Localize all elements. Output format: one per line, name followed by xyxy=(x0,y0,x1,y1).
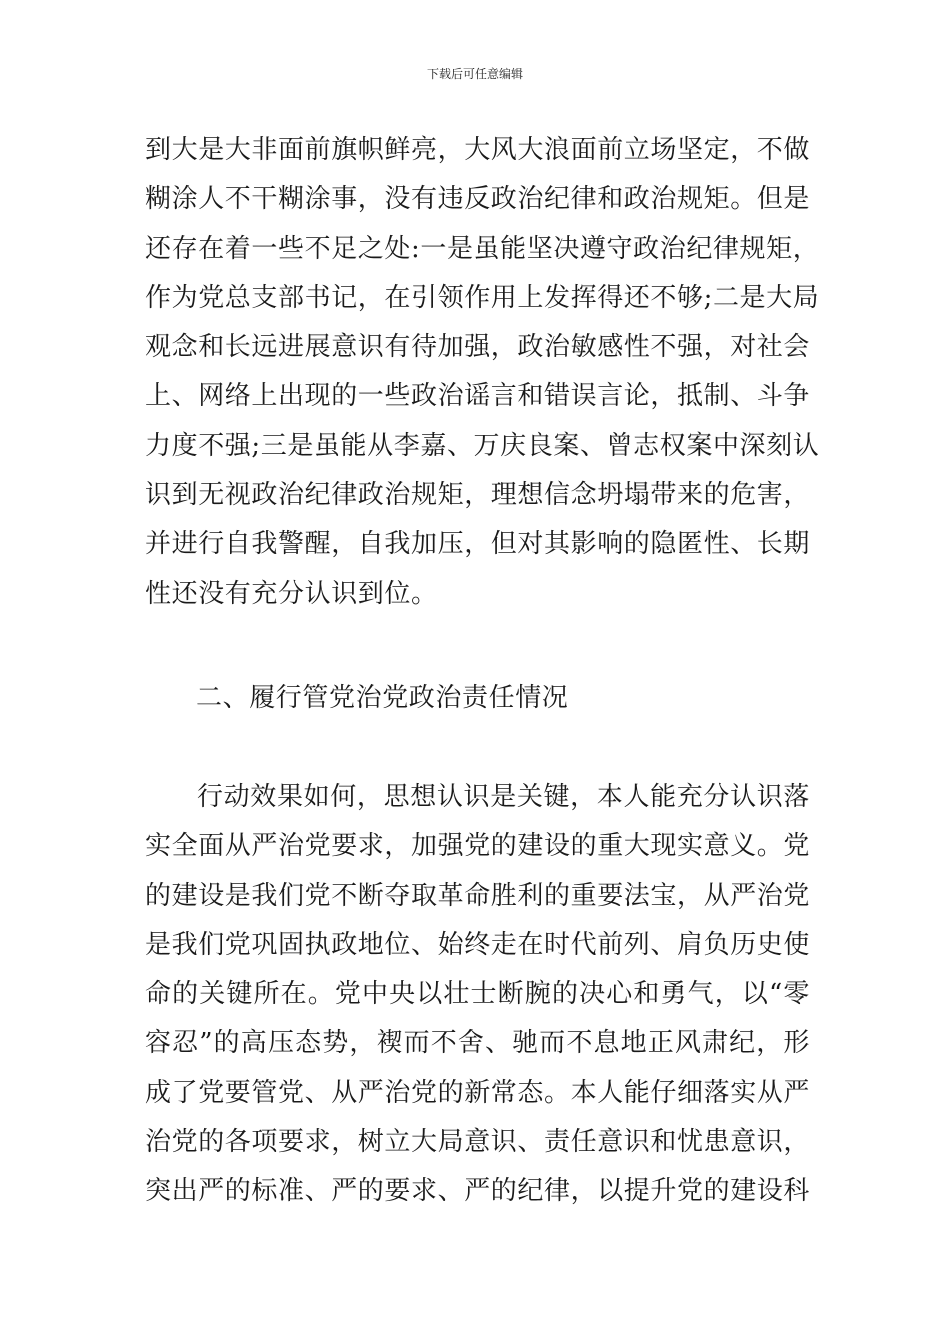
paragraph-line: 行动效果如何，思想认识是关键，本人能充分认识落 xyxy=(197,782,810,812)
section-heading-text: 二、履行管党治党政治责任情况 xyxy=(196,683,569,713)
section-heading xyxy=(196,674,810,723)
paragraph-line: 上、网络上出现的一些政治谣言和错误言论，抵制、斗争 xyxy=(145,381,811,412)
paragraph-1 xyxy=(145,126,820,619)
paragraph-line: 还存在着一些不足之处:一是虽能坚决遵守政治纪律规矩， xyxy=(145,233,820,264)
paragraph-line: 作为党总支部书记，在引领作用上发挥得还不够;二是大局 xyxy=(145,282,820,313)
paragraph-line: 识到无视政治纪律政治规矩，理想信念坍塌带来的危害， xyxy=(145,480,811,511)
paragraph-2 xyxy=(145,773,810,1217)
paragraph-line: 糊涂人不干糊涂事，没有违反政治纪律和政治规矩。但是 xyxy=(145,184,811,215)
page-header: 下载后可任意编辑 xyxy=(426,67,523,81)
paragraph-line: 性还没有充分认识到位。 xyxy=(145,578,438,609)
paragraph-line: 治党的各项要求，树立大局意识、责任意识和忧患意识， xyxy=(145,1127,811,1158)
paragraph-line: 成了党要管党、从严治党的新常态。本人能仔细落实从严 xyxy=(145,1077,811,1108)
paragraph-line: 并进行自我警醒，自我加压，但对其影响的隐匿性、长期 xyxy=(145,529,811,560)
paragraph-line: 容忍”的高压态势，褉而不舍、驰而不息地正风肃纪，形 xyxy=(145,1028,810,1059)
paragraph-line: 观念和长远进展意识有待加强，政治敏感性不强，对社会 xyxy=(145,332,811,363)
paragraph-line: 是我们党巩固执政地位、始终走在时代前列、肩负历史使 xyxy=(145,929,811,960)
paragraph-line: 突出严的标准、严的要求、严的纪律，以提升党的建设科 xyxy=(145,1176,811,1207)
paragraph-line: 力度不强;三是虽能从李嘉、万庆良案、曾志权案中深刻认 xyxy=(145,430,820,461)
paragraph-line: 的建设是我们党不断夺取革命胜利的重要法宝，从严治党 xyxy=(145,880,811,911)
paragraph-line: 到大是大非面前旗帜鲜亮，大风大浪面前立场坚定，不做 xyxy=(145,135,811,165)
paragraph-line: 实全面从严治党要求，加强党的建设的重大现实意义。党 xyxy=(145,831,811,862)
paragraph-line: 命的关键所在。党中央以壮士断腕的决心和勇气，以“零 xyxy=(145,979,810,1010)
